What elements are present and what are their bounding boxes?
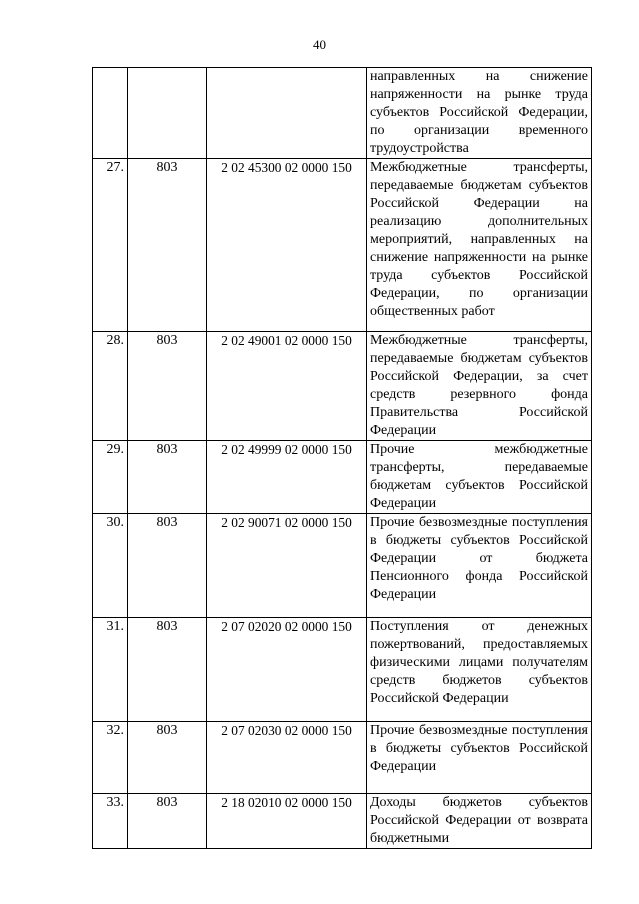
admin-code-cell: 803 — [128, 794, 207, 849]
budget-code-cell: 2 02 49999 02 0000 150 — [207, 441, 367, 514]
row-number-cell: 31. — [93, 618, 128, 722]
row-number-cell: 30. — [93, 514, 128, 618]
table-row — [93, 441, 592, 514]
table-row — [93, 159, 592, 332]
page-number: 40 — [313, 37, 326, 52]
admin-code-cell: 803 — [128, 618, 207, 722]
admin-code-cell: 803 — [128, 722, 207, 794]
admin-code-cell: 803 — [128, 514, 207, 618]
description-cell: Доходы бюджетов субъектов Российской Федерации от возврата бюджетными — [367, 794, 592, 849]
description-cell: Прочие безвозмездные поступления в бюджеты субъектов Российской Федерации — [367, 722, 592, 794]
row-number-cell: 29. — [93, 441, 128, 514]
table-row — [93, 794, 592, 849]
budget-code-cell: 2 18 02010 02 0000 150 — [207, 794, 367, 849]
budget-code-cell: 2 07 02030 02 0000 150 — [207, 722, 367, 794]
row-number-cell: 33. — [93, 794, 128, 849]
description-cell: Межбюджетные трансферты, передаваемые бюджетам субъектов Российской Федерации на реализацию дополнительных мероприятий, направленных на снижение напряженности на рынке труда субъектов Российской Федерации, по организации общественных работ — [367, 159, 592, 332]
admin-code-cell: 803 — [128, 332, 207, 441]
admin-code-cell: 803 — [128, 159, 207, 332]
row-number-cell: 28. — [93, 332, 128, 441]
table-row — [93, 68, 592, 159]
description-cell: Прочие межбюджетные трансферты, передаваемые бюджетам субъектов Российской Федерации — [367, 441, 592, 514]
row-number-cell: 32. — [93, 722, 128, 794]
admin-code-cell: 803 — [128, 441, 207, 514]
table-row — [93, 514, 592, 618]
description-cell: направленных на снижение напряженности на рынке труда субъектов Российской Федерации, по организации временного трудоустройства — [367, 68, 592, 159]
table-row — [93, 722, 592, 794]
revenue-codes-table — [92, 67, 592, 849]
table-row — [93, 332, 592, 441]
budget-code-cell: 2 02 45300 02 0000 150 — [207, 159, 367, 332]
admin-code-cell — [128, 68, 207, 159]
description-cell: Прочие безвозмездные поступления в бюджеты субъектов Российской Федерации от бюджета Пенсионного фонда Российской Федерации — [367, 514, 592, 618]
budget-code-cell: 2 07 02020 02 0000 150 — [207, 618, 367, 722]
row-number-cell — [93, 68, 128, 159]
table-row — [93, 618, 592, 722]
row-number-cell: 27. — [93, 159, 128, 332]
description-cell: Поступления от денежных пожертвований, предоставляемых физическими лицами получателям средств бюджетов субъектов Российской Федерации — [367, 618, 592, 722]
budget-code-cell — [207, 68, 367, 159]
budget-code-cell: 2 02 49001 02 0000 150 — [207, 332, 367, 441]
budget-code-cell: 2 02 90071 02 0000 150 — [207, 514, 367, 618]
description-cell: Межбюджетные трансферты, передаваемые бюджетам субъектов Российской Федерации, за счет средств резервного фонда Правительства Российской Федерации — [367, 332, 592, 441]
